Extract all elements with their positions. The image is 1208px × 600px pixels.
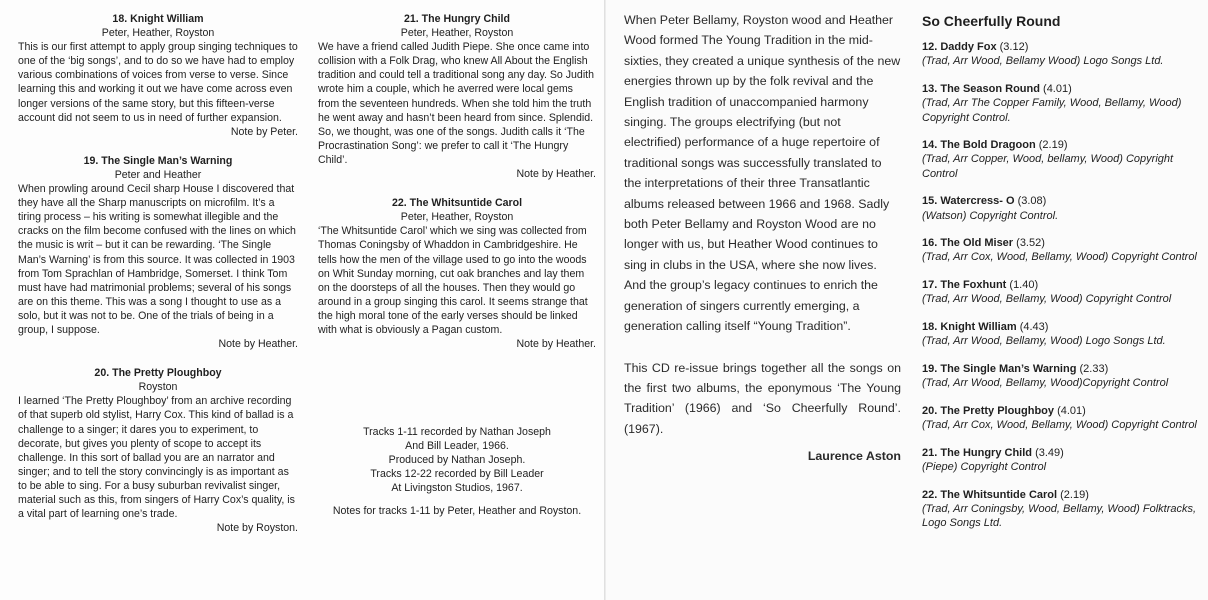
note-performers: Royston [138,381,178,394]
track-duration: (3.49) [1035,446,1064,459]
track-duration: (1.40) [1009,279,1039,292]
track-entry [922,40,1204,68]
track-duration: (3.08) [1017,195,1047,208]
track-name: 13. The Season Round [922,83,1040,96]
track-credit: (Trad, Arr Cox, Wood, Bellamy, Wood) Copyright Control [922,251,1197,264]
note-title: 22. The Whitsuntide Carol [391,197,523,210]
essay-paragraph: This CD re-issue brings together all the songs on the first two albums, the eponymous ‘The Young Tradition’ (1966) and ‘So Cheerfully Round’. (1967). [624,360,901,436]
song-note [18,12,298,139]
track-entry [922,236,1204,264]
track-name: 19. The Single Man’s Warning [922,362,1077,375]
track-name: 22. The Whitsuntide Carol [922,488,1058,501]
note-title: 19. The Single Man’s Warning [83,154,233,167]
track-name: 21. The Hungry Child [922,446,1033,459]
track-duration: (4.01) [1043,83,1072,96]
track-duration: (3.52) [1016,237,1045,250]
track-credit: (Trad, Arr Coningsby, Wood, Bellamy, Wood) Folktracks, Logo Songs Ltd. [922,502,1197,530]
notes-credit: Notes for tracks 1-11 by Peter, Heather and Royston. [332,505,582,518]
note-performers: Peter and Heather [114,168,202,181]
credit-line: Produced by Nathan Joseph. [388,454,526,467]
track-credit: (Trad, Arr The Copper Family, Wood, Bellamy, Wood) Copyright Control. [922,97,1182,124]
note-performers: Peter, Heather, Royston [400,211,514,224]
song-note [318,12,596,181]
track-entry [922,446,1204,474]
note-signature: Note by Heather. [218,338,298,351]
note-performers: Peter, Heather, Royston [101,27,215,40]
note-signature: Note by Heather. [516,338,596,351]
track-credit: (Trad, Arr Wood, Bellamy, Wood) Logo Songs Ltd. [922,335,1166,348]
essay-paragraph: When Peter Bellamy, Royston wood and Heather Wood formed The Young Tradition in the mid-sixties, they created a unique synthesis of the new energies thrown up by the folk revival and the English tradition of unaccompanied harmony singing. The groups electrifying (but not electrified) performance of a huge repertoire of traditional songs was successfully translated to the interpretations of their three Transatlantic albums released between 1966 and 1968. Sadly both Peter Bellamy and Royston Wood are no longer with us, but Heather Wood continues to sing in clubs in the USA, where she now lives. And the group’s legacy continues to enrich the generation of singers currently emerging, a generation calling itself “Young Tradition”. [624,13,901,334]
note-signature: Note by Peter. [230,125,298,138]
credit-line: And Bill Leader, 1966. [405,440,509,453]
track-name: 12. Daddy Fox [922,41,997,54]
track-duration: (4.43) [1019,321,1049,334]
track-entry [922,404,1204,432]
note-body: I learned ‘The Pretty Ploughboy’ from an archive recording of that superb old stylist, Harry Cox. This kind of ballad is a challenge to a singer; it dares you to experiment, to decorate, but gives you plenty of scope to accept its challenge. In this sort of ballad you are an narrator and singer; and to tell the story convincingly is as important as to be able to sing. For a busy suburban revivalist singer, material such as this, from singers of Harry Cox’s quality, is a vital part of learning one’s trade. [18,395,295,521]
note-body: This is our first attempt to apply group singing techniques to one of the ‘big songs’, and to do so we have had to employ various combinations of voices from verse to verse. Since learning this and working it out we have come across even longer versions of the same story, but this fifteen-verse account did not seem to us in need of further expansion. [18,41,298,124]
tracklist [922,14,1204,544]
track-entry [922,488,1204,531]
track-credit: (Trad, Arr Wood, Bellamy Wood) Logo Songs Ltd. [922,55,1164,68]
note-body: We have a friend called Judith Piepe. She once came into collision with a Folk Drag, who knew All About the English tradition and could tell a traditional song any day. So Judith wrote him a couple, which he averred were local gems from the seventeen hundreds. When she told him the truth he went away and hasn’t been heard from since. Splendid. So, we thought, was one of the songs. Judith calls it ‘The Procrastination Song’: we prefer to call it ‘The Hungry Child’. [318,41,595,166]
track-name: 14. The Bold Dragoon [922,139,1036,152]
track-entry [922,278,1204,306]
note-body: When prowling around Cecil sharp House I discovered that they have all the Sharp manuscripts on microfilm. It’s a tiring process – his writing is somewhat illegible and the cracks on the film become confused with the lines on which the music is writ – but it can be rewarding. ‘The Single Man’s Warning’ is from this source. It was collected in 1903 from Tom Sprachlan of Hambridge, Somerset. I think Tom must have had matrimonial problems; several of his songs are on this theme. This was a song I thought to use as a solo, but it was not to be. One of the trials of being in a group, I suppose. [18,183,296,336]
note-signature: Note by Royston. [216,522,298,535]
album-title: So Cheerfully Round [922,13,1061,29]
track-name: 16. The Old Miser [922,237,1014,250]
liner-essay [624,10,901,467]
credit-line: At Livingston Studios, 1967. [391,482,523,495]
track-entry [922,362,1204,390]
track-entry [922,194,1204,222]
track-duration: (2.33) [1079,362,1109,375]
song-note [18,154,298,351]
essay-author: Laurence Aston [807,449,901,464]
notes-column-1 [18,12,298,550]
track-duration: (2.19) [1038,139,1068,152]
note-body: ‘The Whitsuntide Carol’ which we sing was collected from Thomas Coningsby of Whaddon in Cambridgeshire. He tells how the men of the village used to go into the woods on Whit Sunday morning, cut oak branches and lay them on the doorsteps of all the houses. Then they would go around in a group singing this carol. It seems strange that the high moral tone of the early verses should be linked with what is obviously a Pagan custom. [318,225,588,336]
track-credit: (Trad, Arr Wood, Bellamy, Wood)Copyright Control [922,377,1169,390]
note-title: 18. Knight William [112,13,204,25]
note-performers: Peter, Heather, Royston [400,27,514,40]
note-title: 21. The Hungry Child [404,13,510,25]
note-signature: Note by Heather. [516,168,596,181]
track-duration: (2.19) [1060,488,1089,501]
credit-line: Tracks 1-11 recorded by Nathan Joseph [363,426,551,438]
track-credit: (Piepe) Copyright Control [922,460,1047,473]
track-credit: (Trad, Arr Copper, Wood, bellamy, Wood) Copyright Control [922,153,1174,180]
track-name: 18. Knight William [922,321,1017,334]
track-credit: (Trad, Arr Cox, Wood, Bellamy, Wood) Copyright Control [922,419,1197,432]
notes-column-2 [318,12,596,366]
credit-line: Tracks 12-22 recorded by Bill Leader [370,468,544,481]
track-name: 17. The Foxhunt [922,279,1007,292]
note-title: 20. The Pretty Ploughboy [94,367,222,380]
track-duration: (3.12) [999,41,1029,54]
track-entry [922,320,1204,348]
track-entry [922,82,1204,125]
recording-credits [318,425,596,519]
track-name: 20. The Pretty Ploughboy [922,404,1055,417]
song-note [318,196,596,351]
track-entry [922,138,1204,181]
track-duration: (4.01) [1057,404,1086,417]
track-name: 15. Watercress- O [922,195,1015,208]
song-note [18,366,298,535]
track-credit: (Trad, Arr Wood, Bellamy, Wood) Copyright Control [922,293,1172,306]
track-credit: (Watson) Copyright Control. [922,209,1059,222]
